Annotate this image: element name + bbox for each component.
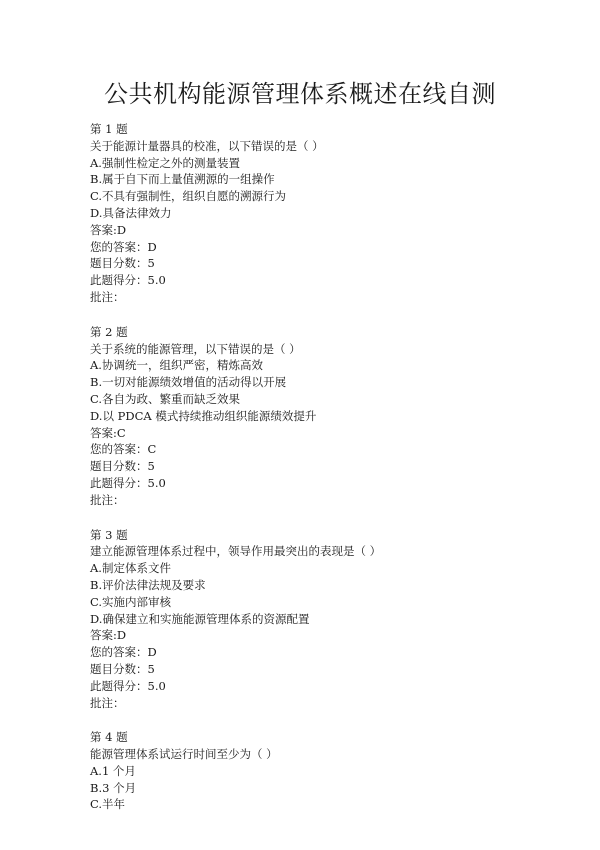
question-4: [90, 729, 560, 813]
question-number: 第 2 题: [90, 324, 128, 339]
correct-answer: 答案:D: [90, 628, 127, 643]
question-score: 题目分数：5: [90, 459, 155, 474]
option-c: C.不具有强制性，组织自愿的溯源行为: [90, 189, 287, 204]
question-2: [90, 324, 560, 509]
option-a: A.协调统一，组织严密，精炼高效: [90, 358, 263, 373]
your-answer: 您的答案：D: [90, 645, 157, 660]
correct-answer: 答案:D: [90, 222, 127, 237]
option-a: A.1 个月: [90, 763, 136, 778]
question-number: 第 1 题: [90, 122, 128, 136]
question-3: [90, 527, 560, 712]
page-title: 公共机构能源管理体系概述在线自测: [104, 80, 496, 108]
option-a: A.制定体系文件: [90, 561, 171, 576]
earned-score: 此题得分：5.0: [90, 475, 166, 490]
question-number: 第 3 题: [90, 527, 128, 542]
annotation-label: 批注：: [90, 492, 125, 507]
option-d: D.确保建立和实施能源管理体系的资源配置: [90, 611, 310, 626]
option-c: C.实施内部审核: [90, 594, 172, 609]
earned-score: 此题得分：5.0: [90, 273, 166, 288]
question-stem: 能源管理体系试运行时间至少为（ ）: [90, 747, 278, 762]
annotation-label: 批注：: [90, 289, 125, 304]
option-b: B.一切对能源绩效增值的活动得以开展: [90, 375, 287, 390]
option-a: A.强制性检定之外的测量装置: [90, 155, 240, 170]
annotation-label: 批注：: [90, 695, 125, 710]
your-answer: 您的答案：D: [90, 239, 157, 254]
question-score: 题目分数：5: [90, 661, 155, 676]
question-stem: 关于系统的能源管理，以下错误的是（ ）: [90, 341, 301, 356]
question-1: [90, 121, 560, 306]
correct-answer: 答案:C: [90, 425, 126, 440]
question-stem: 建立能源管理体系过程中，领导作用最突出的表现是（ ）: [90, 544, 382, 559]
option-b: B.3 个月: [90, 780, 137, 795]
option-b: B.评价法律法规及要求: [90, 577, 206, 592]
option-b: B.属于自下而上量值溯源的一组操作: [90, 172, 275, 187]
question-list: [90, 121, 560, 831]
option-d: D.以 PDCA 模式持续推动组织能源绩效提升: [90, 408, 317, 423]
option-c: C.各自为政、繁重而缺乏效果: [90, 391, 241, 406]
question-score: 题目分数：5: [90, 256, 155, 271]
question-stem: 关于能源计量器具的校准，以下错误的是（ ）: [90, 138, 324, 153]
option-d: D.具备法律效力: [90, 205, 172, 220]
option-c: C.半年: [90, 797, 126, 812]
earned-score: 此题得分：5.0: [90, 678, 166, 693]
question-number: 第 4 题: [90, 730, 128, 745]
your-answer: 您的答案：C: [90, 442, 157, 457]
